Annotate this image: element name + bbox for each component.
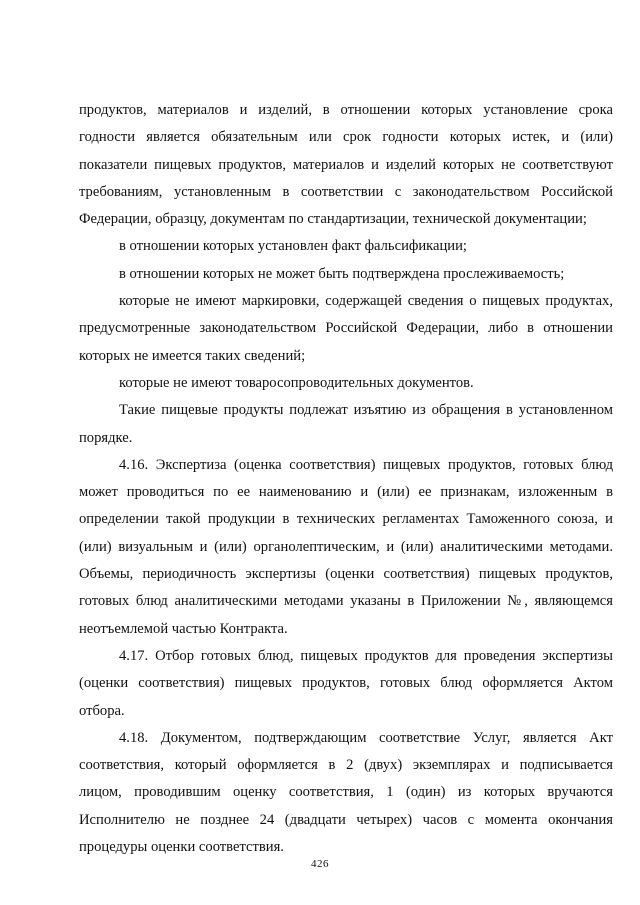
text-line: отбора. — [79, 702, 125, 719]
text-line: требованиям, установленным в соответствии с законодательством Российской — [79, 183, 613, 200]
paragraph-p9 — [79, 725, 613, 861]
text-line: продуктов, материалов и изделий, в отношении которых установление срока — [79, 102, 613, 118]
text-line: может проводиться по ее наименованию и (или) ее признакам, изложенным в — [79, 484, 613, 501]
paragraph-p4 — [79, 288, 613, 370]
paragraph-p3 — [79, 261, 613, 288]
text-line: Такие пищевые продукты подлежат изъятию из обращения в установленном — [119, 402, 613, 419]
page-number: 426 — [311, 858, 329, 870]
text-line: (или) визуальным и (или) органолептическим, и (или) аналитическими методами. — [79, 538, 613, 555]
text-line: которые не имеют товаросопроводительных документов. — [119, 374, 474, 391]
paragraph-p1 — [79, 97, 613, 233]
text-line: Объемы, периодичность экспертизы (оценки соответствия) пищевых продуктов, — [79, 566, 613, 583]
text-line: определении такой продукции в технических регламентах Таможенного союза, и — [79, 511, 613, 528]
paragraph-p8 — [79, 643, 613, 725]
text-line: в отношении которых установлен факт фальсификации; — [119, 238, 467, 255]
text-line: процедуры оценки соответствия. — [79, 839, 284, 856]
text-line: 4.16. Экспертиза (оценка соответствия) пищевых продуктов, готовых блюд — [119, 456, 613, 473]
text-line: Исполнителю не позднее 24 (двадцати четырех) часов с момента окончания — [79, 811, 613, 828]
text-line: готовых блюд аналитическими методами указаны в Приложении №, являющемся — [79, 593, 613, 610]
document-body — [79, 97, 613, 861]
text-line: которых не имеется таких сведений; — [79, 347, 306, 364]
paragraph-p5 — [79, 370, 613, 397]
text-line: (оценки соответствия) пищевых продуктов, готовых блюд оформляется Актом — [79, 675, 613, 692]
text-line: соответствия, который оформляется в 2 (двух) экземплярах и подписывается — [79, 757, 613, 774]
text-line: показатели пищевых продуктов, материалов и изделий которых не соответствуют — [79, 156, 613, 173]
text-line: в отношении которых не может быть подтверждена прослеживаемость; — [119, 265, 565, 282]
paragraph-p2 — [79, 233, 613, 260]
text-line: порядке. — [79, 429, 133, 446]
text-line: предусмотренные законодательством Российской Федерации, либо в отношении — [79, 320, 613, 337]
text-line: 4.18. Документом, подтверждающим соответствие Услуг, является Акт — [119, 729, 613, 746]
text-line: 4.17. Отбор готовых блюд, пищевых продуктов для проведения экспертизы — [119, 647, 613, 664]
text-line: лицом, проводившим оценку соответствия, 1 (один) из которых вручаются — [79, 784, 613, 801]
text-line: неотъемлемой частью Контракта. — [79, 620, 288, 637]
paragraph-p7 — [79, 452, 613, 643]
text-line: которые не имеют маркировки, содержащей сведения о пищевых продуктах, — [119, 293, 613, 310]
paragraph-p6 — [79, 397, 613, 452]
text-line: годности является обязательным или срок годности которых истек, и (или) — [79, 129, 613, 146]
text-line: Федерации, образцу, документам по стандартизации, технической документации; — [79, 211, 587, 228]
